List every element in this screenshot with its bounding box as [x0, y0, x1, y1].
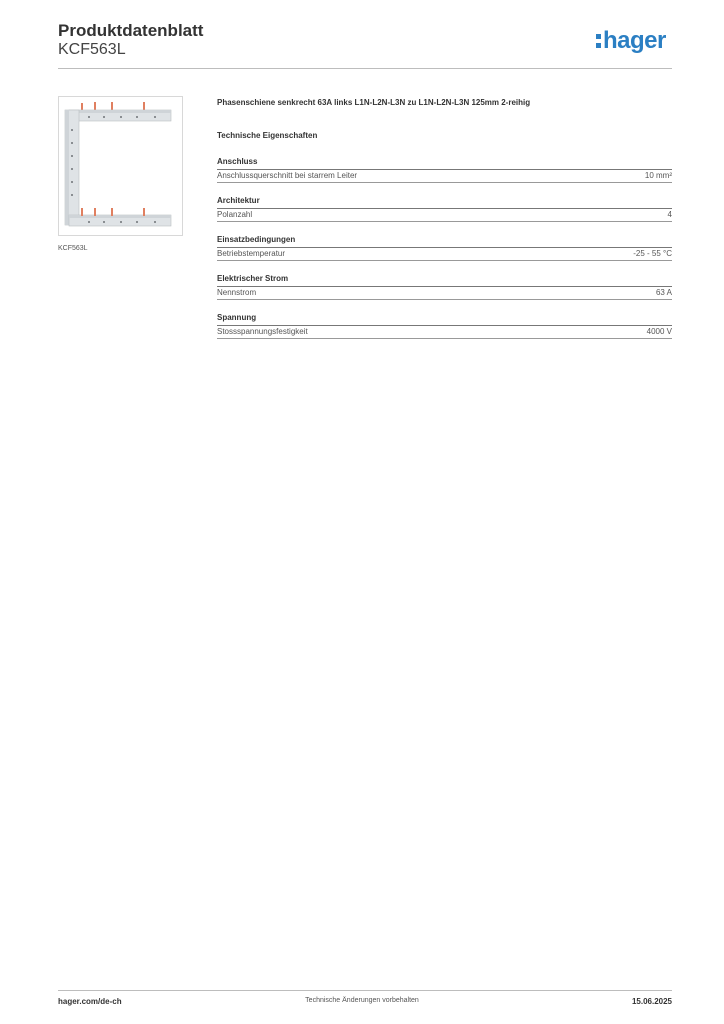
- spec-group-title: Anschluss: [217, 157, 672, 170]
- footer-notice: Technische Änderungen vorbehalten: [305, 997, 419, 1004]
- spec-group-title: Spannung: [217, 313, 672, 326]
- image-caption: KCF563L: [58, 245, 88, 252]
- footer-divider: [58, 990, 672, 991]
- spec-label: Nennstrom: [217, 288, 257, 297]
- spec-row: [217, 170, 672, 183]
- hager-logo: [596, 27, 666, 55]
- header-divider: [58, 68, 672, 69]
- spec-group-title: Einsatzbedingungen: [217, 235, 672, 248]
- spec-row: [217, 209, 672, 222]
- spec-label: Betriebstemperatur: [217, 249, 286, 258]
- spec-group-architektur: [217, 196, 672, 235]
- spec-row: [217, 326, 672, 339]
- logo-wordmark: hager: [603, 27, 666, 54]
- section-heading: Technische Eigenschaften: [217, 131, 318, 140]
- spec-group-elektrischer-strom: [217, 274, 672, 313]
- specs-table: [217, 157, 672, 352]
- spec-value: 63 A: [655, 288, 672, 297]
- spec-group-einsatzbedingungen: [217, 235, 672, 274]
- product-code: KCF563L: [58, 41, 126, 58]
- top-pins: [81, 102, 145, 111]
- logo-colon-mark: [596, 31, 602, 49]
- spec-label: Stossspannungsfestigkeit: [217, 327, 308, 336]
- spec-value: 4: [667, 210, 672, 219]
- busbar-illustration: [59, 97, 182, 235]
- spec-label: Anschlussquerschnitt bei starrem Leiter: [217, 171, 358, 180]
- spec-value: -25 - 55 °C: [633, 249, 672, 258]
- footer-website-link[interactable]: hager.com/de-ch: [58, 997, 122, 1006]
- spec-value: 4000 V: [646, 327, 672, 336]
- mounting-holes: [71, 116, 156, 223]
- spec-group-title: Elektrischer Strom: [217, 274, 672, 287]
- spec-group-spannung: [217, 313, 672, 352]
- spec-group-anschluss: [217, 157, 672, 196]
- footer-date: 15.06.2025: [631, 997, 672, 1006]
- product-description: Phasenschiene senkrecht 63A links L1N-L2N-L3N zu L1N-L2N-L3N 125mm 2-reihig: [217, 98, 531, 107]
- spec-row: [217, 248, 672, 261]
- product-image: [58, 96, 183, 236]
- document-title: Produktdatenblatt: [58, 21, 204, 40]
- spec-group-title: Architektur: [217, 196, 672, 209]
- spec-label: Polanzahl: [217, 210, 253, 219]
- spec-row: [217, 287, 672, 300]
- spec-value: 10 mm²: [644, 171, 672, 180]
